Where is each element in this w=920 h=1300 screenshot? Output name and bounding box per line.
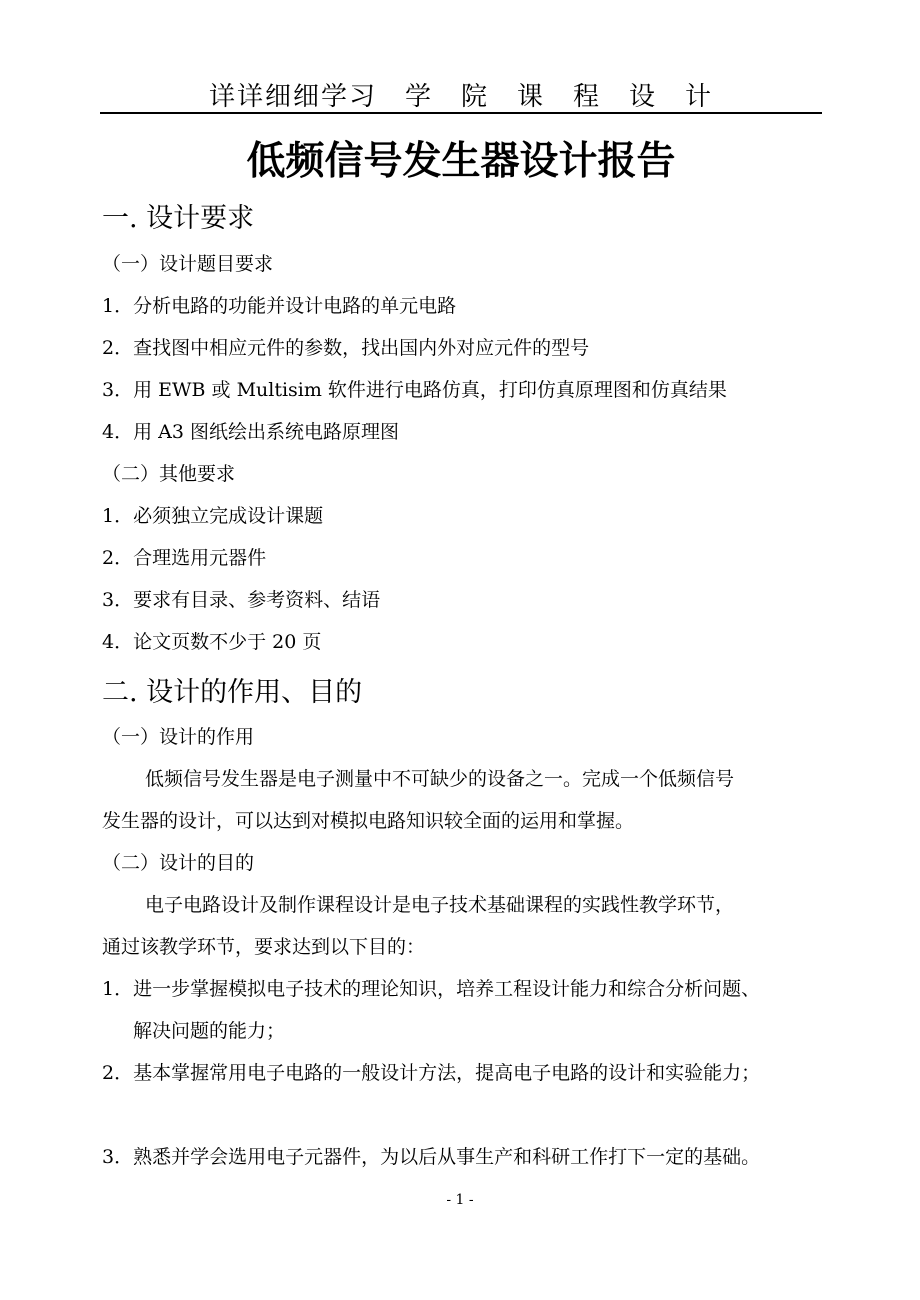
goal-item-3: 3．熟悉并学会选用电子元器件，为以后从事生产和科研工作打下一定的基础。 <box>102 1146 761 1168</box>
goal-item-1-line-1: 1．进一步掌握模拟电子技术的理论知识，培养工程设计能力和综合分析问题、 <box>102 978 761 1000</box>
running-header: 详详细细学习 学 院 课 程 设 计 <box>208 82 713 112</box>
header-divider <box>100 112 822 114</box>
other-requirement-item-4: 4．论文页数不少于 20 页 <box>102 631 322 653</box>
purpose-paragraph-line-2: 发生器的设计，可以达到对模拟电路知识较全面的运用和掌握。 <box>102 810 635 832</box>
goal-item-1-line-2: 解决问题的能力； <box>133 1020 286 1042</box>
requirement-item-1: 1．分析电路的功能并设计电路的单元电路 <box>102 295 457 317</box>
section-2-heading: 二. 设计的作用、目的 <box>102 677 363 708</box>
other-requirement-item-1: 1．必须独立完成设计课题 <box>102 505 324 527</box>
section-1-heading: 一. 设计要求 <box>102 203 255 234</box>
other-requirement-item-2: 2．合理选用元器件 <box>102 547 267 569</box>
other-requirement-item-3: 3．要求有目录、参考资料、结语 <box>102 589 381 611</box>
section-1-sub-2-heading: （二）其他要求 <box>102 463 236 485</box>
section-1-sub-1-heading: （一）设计题目要求 <box>102 253 274 275</box>
goal-paragraph-line-2: 通过该教学环节，要求达到以下目的： <box>102 936 426 958</box>
section-2-sub-2-heading: （二）设计的目的 <box>102 852 255 874</box>
goal-item-2: 2．基本掌握常用电子电路的一般设计方法，提高电子电路的设计和实验能力； <box>102 1062 761 1084</box>
requirement-item-3: 3．用 EWB 或 Multisim 软件进行电路仿真，打印仿真原理图和仿真结果 <box>102 379 727 401</box>
requirement-item-2: 2．查找图中相应元件的参数，找出国内外对应元件的型号 <box>102 337 590 359</box>
requirement-item-4: 4．用 A3 图纸绘出系统电路原理图 <box>102 421 399 443</box>
document-title: 低频信号发生器设计报告 <box>246 139 676 184</box>
goal-paragraph-line-1: 电子电路设计及制作课程设计是电子技术基础课程的实践性教学环节， <box>145 894 735 916</box>
page-number: - 1 - <box>446 1192 474 1208</box>
section-2-sub-1-heading: （一）设计的作用 <box>102 726 255 748</box>
purpose-paragraph-line-1: 低频信号发生器是电子测量中不可缺少的设备之一。完成一个低频信号 <box>145 768 735 790</box>
